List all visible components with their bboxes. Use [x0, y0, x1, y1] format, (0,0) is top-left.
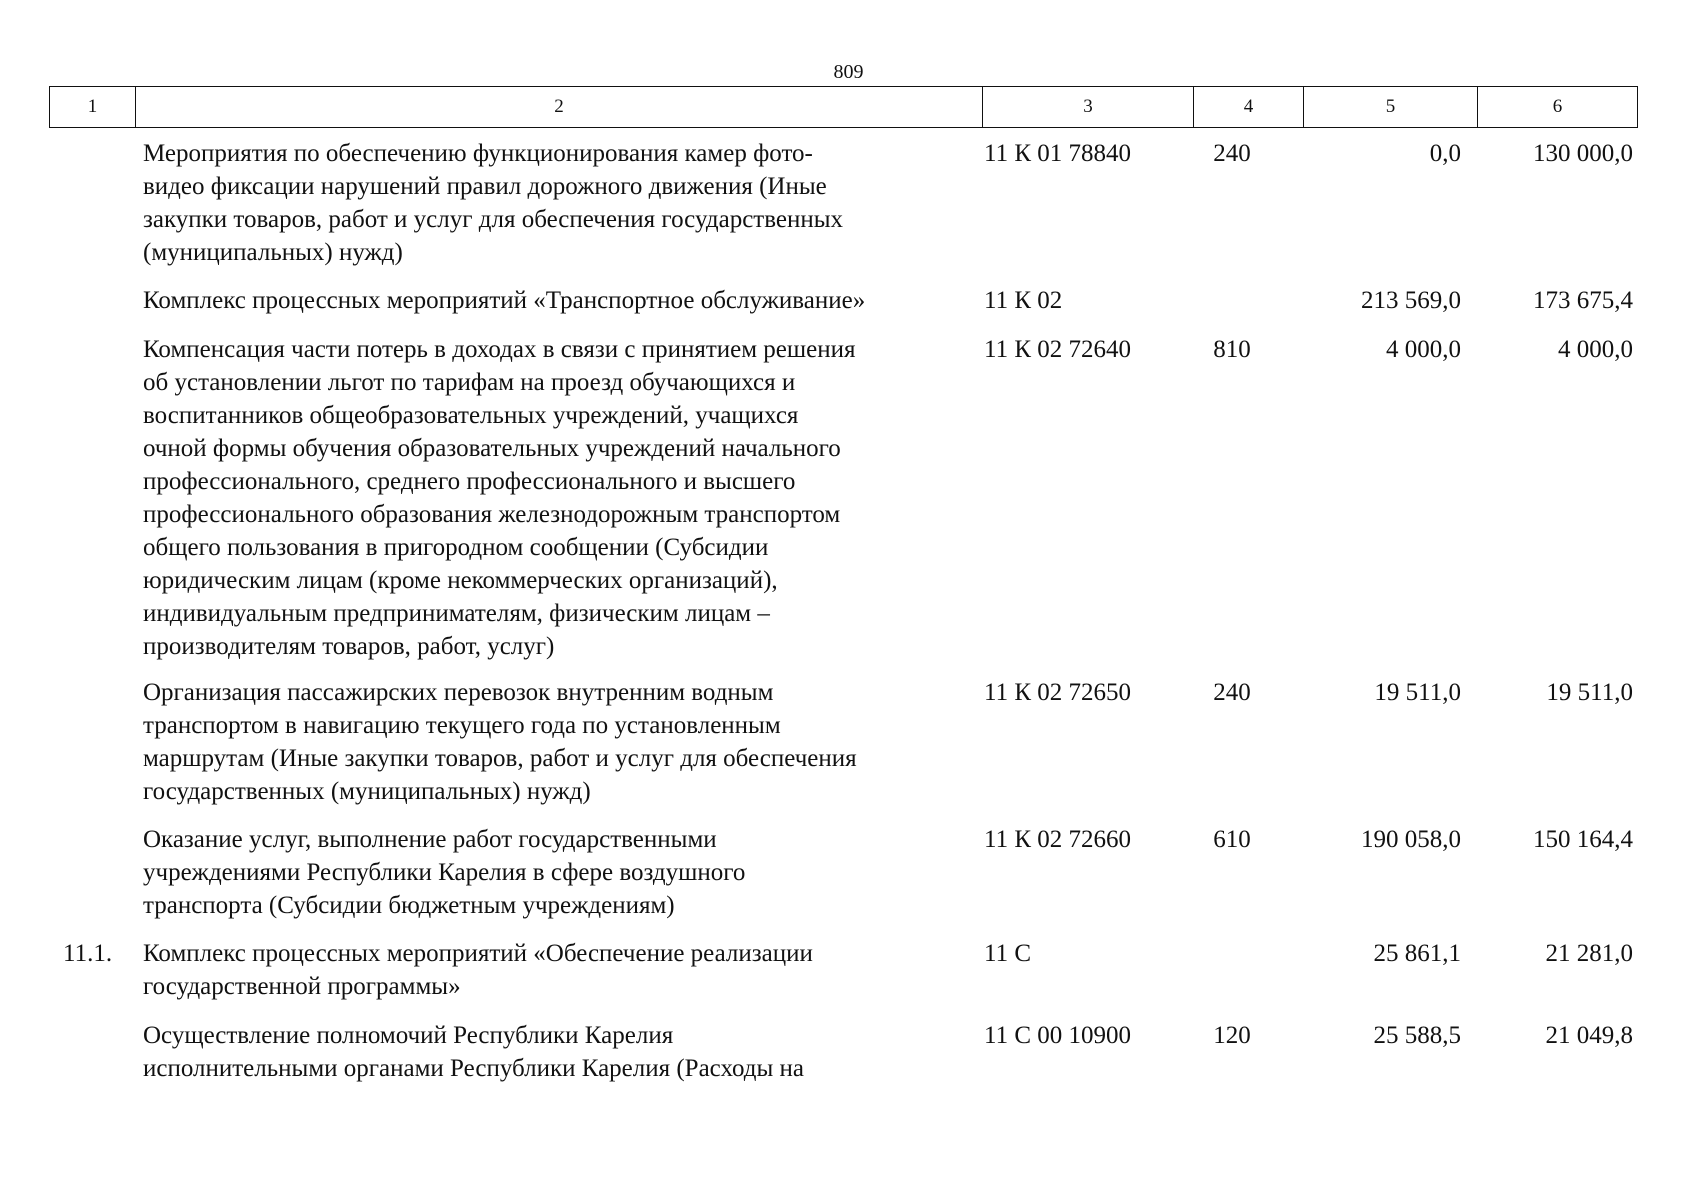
row-amount-col6: 150 164,4 — [1533, 826, 1633, 853]
page-number: 809 — [833, 61, 864, 83]
row-description: Комплекс процессных мероприятий «Транспортное обслуживание» — [143, 287, 866, 314]
row-amount-col6: 21 281,0 — [1545, 940, 1633, 967]
column-header-5: 5 — [1304, 87, 1478, 128]
row-description: Компенсация части потерь в доходах в связи с принятием решения об установлении льгот по тарифам на проезд обучающихся и воспитанников общеобразовательных учреждений, учащихся очной формы обучения образовательных учреждений начального профессионального, среднего профессионального и высшего профессионального образования железнодорожным транспортом общего пользования в пригородном сообщении (Субсидии юридическим лицам (кроме некоммерческих организаций), индивидуальным предпринимателям, физическим лицам – производителям товаров, работ, услуг) — [143, 336, 856, 660]
row-amount-col5: 25 588,5 — [1373, 1022, 1461, 1049]
row-expense-type: 120 — [1213, 1022, 1251, 1049]
column-header-4: 4 — [1194, 87, 1304, 128]
column-header-3: 3 — [983, 87, 1194, 128]
row-amount-col5: 19 511,0 — [1374, 679, 1461, 706]
row-target-code: 11 С 00 10900 — [984, 1022, 1131, 1049]
column-header-6: 6 — [1478, 87, 1638, 128]
row-amount-col5: 25 861,1 — [1373, 940, 1461, 967]
row-target-code: 11 К 02 72650 — [984, 679, 1131, 706]
row-expense-type: 240 — [1213, 679, 1251, 706]
column-header-1: 1 — [50, 87, 136, 128]
row-description: Комплекс процессных мероприятий «Обеспечение реализации государственной программы» — [143, 940, 813, 1000]
row-expense-type: 240 — [1213, 140, 1251, 167]
row-expense-type: 610 — [1213, 826, 1251, 853]
row-amount-col6: 173 675,4 — [1533, 287, 1633, 314]
row-amount-col5: 190 058,0 — [1361, 826, 1461, 853]
row-target-code: 11 К 02 72640 — [984, 336, 1131, 363]
row-number: 11.1. — [63, 940, 113, 967]
row-amount-col5: 4 000,0 — [1386, 336, 1461, 363]
row-target-code: 11 К 01 78840 — [984, 140, 1131, 167]
row-amount-col6: 130 000,0 — [1533, 140, 1633, 167]
row-target-code: 11 К 02 — [984, 287, 1063, 314]
row-amount-col6: 19 511,0 — [1546, 679, 1633, 706]
column-header-row — [50, 87, 1638, 128]
row-description: Организация пассажирских перевозок внутренним водным транспортом в навигацию текущего года по установленным маршрутам (Иные закупки товаров, работ и услуг для обеспечения государственных (муниципальных) нужд) — [143, 679, 857, 805]
column-header-table — [49, 86, 1638, 128]
row-target-code: 11 С — [984, 940, 1031, 967]
row-amount-col5: 213 569,0 — [1361, 287, 1461, 314]
row-target-code: 11 К 02 72660 — [984, 826, 1131, 853]
row-description: Оказание услуг, выполнение работ государственными учреждениями Республики Карелия в сфере воздушного транспорта (Субсидии бюджетным учреждениям) — [143, 826, 746, 919]
row-expense-type: 810 — [1213, 336, 1251, 363]
row-description: Мероприятия по обеспечению функционирования камер фото- видео фиксации нарушений правил дорожного движения (Иные закупки товаров, работ и услуг для обеспечения государственных (муниципальных) нужд) — [143, 140, 844, 266]
row-amount-col6: 4 000,0 — [1558, 336, 1633, 363]
row-description: Осуществление полномочий Республики Карелия исполнительными органами Республики Карелия (Расходы на — [143, 1022, 805, 1082]
row-amount-col5: 0,0 — [1429, 140, 1461, 167]
column-header-2: 2 — [136, 87, 983, 128]
row-amount-col6: 21 049,8 — [1545, 1022, 1633, 1049]
